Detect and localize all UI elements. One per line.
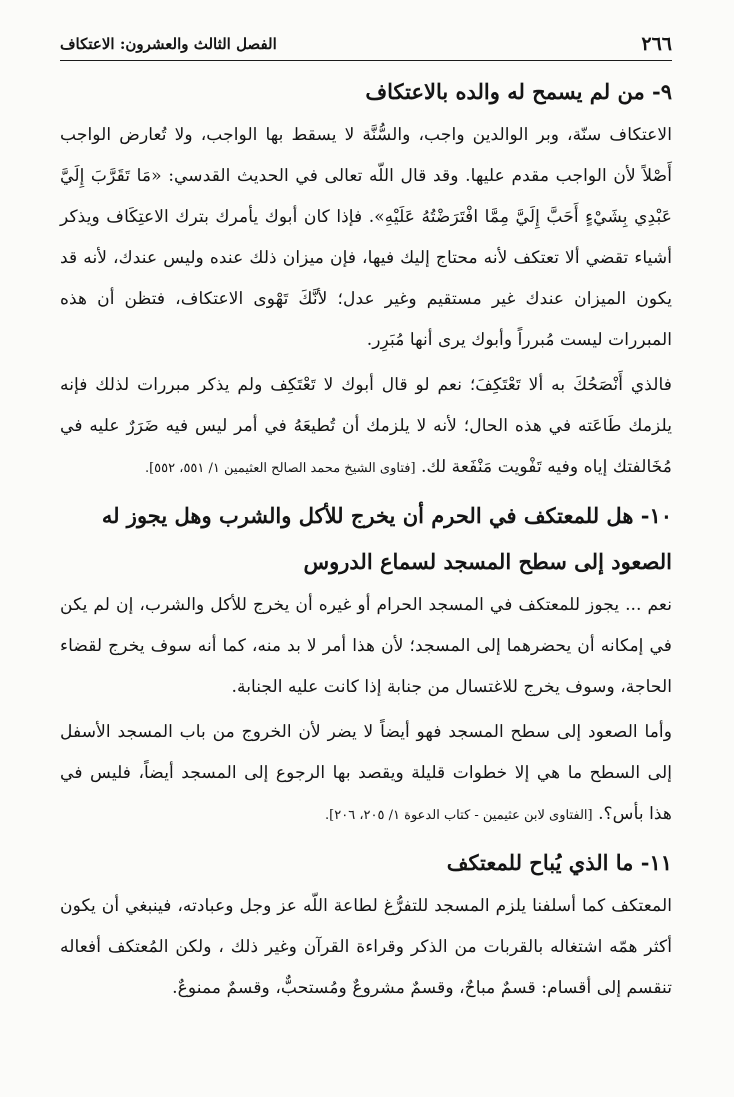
paragraph	[60, 365, 672, 489]
paragraph-text: فالذي أَنْصَحُكَ به ألا تَعْتَكِفَ؛ نعم لو قال أبوك لا تَعْتَكِف ولم يذكر مبررات لذلك فإنه يلزمك طَاعَته في هذه الحال؛ لأنه لا يلزمك أن تُطيعَهُ في أمر ليس فيه ضَرَرٌ عليه في مُخَالفتك إياه وفيه تَفْويت مَنْفَعة لك.	[60, 375, 672, 477]
section-title-9: ٩- من لم يسمح له والده بالاعتكاف	[365, 79, 672, 104]
paragraph	[60, 585, 672, 708]
chapter-title: الفصل الثالث والعشرون: الاعتكاف	[60, 35, 277, 53]
paragraph-text: نعم ... يجوز للمعتكف في المسجد الحرام أو غيره أن يخرج للأكل والشرب، إن لم يكن في إمكانه أن يحضرهما إلى المسجد؛ لأن هذا أمر لا بد منه، كما أنه سوف يخرج لقضاء الحاجة، وسوف يخرج للاغتسال من جنابة إذا كانت عليه الجنابة.	[60, 595, 672, 697]
citation-reference: [الفتاوى لابن عثيمين - كتاب الدعوة ١/ ٢٠٥، ٢٠٦].	[325, 808, 593, 823]
section-title-11: ١١- ما الذي يُباح للمعتكف	[446, 850, 672, 875]
page-number: ٢٦٦	[641, 33, 672, 55]
paragraph	[60, 115, 672, 361]
paragraph	[60, 886, 672, 1009]
page-header	[60, 28, 672, 61]
paragraph-text: الاعتكاف سنّة، وبر الوالدين واجب، والسُّنَّة لا يسقط بها الواجب، ولا تُعارض الواجب أَصْلاً لأن الواجب مقدم عليها. وقد قال اللّه تعالى في الحديث القدسي: «مَا تَقَرَّبَ إِلَيَّ عَبْدِي بِشَيْءٍ أَحَبَّ إِلَيَّ مِمَّا افْتَرَضْتُهُ عَلَيْهِ». فإذا كان أبوك يأمرك بترك الاعتِكَاف ويذكر أشياء تقضي ألا تعتكف لأنه محتاج إليك فيها، فإن ميزان ذلك عنده وليس عندك، لأنه قد يكون الميزان عندك غير مستقيم وغير عدل؛ لأنَّكَ تَهْوى الاعتكاف، فتظن أن هذه المبررات ليست مُبرراً وأبوك يرى أنها مُبَرِر.	[60, 125, 672, 350]
paragraph-text: المعتكف كما أسلفنا يلزم المسجد للتفرُّغ لطاعة اللّه عز وجل وعبادته، فينبغي أن يكون أكثر همّه اشتغاله بالقربات من الذكر وقراءة القرآن وغير ذلك ، ولكن المُعتكف أفعاله تنقسم إلى أقسام: قسمٌ مباحٌ، وقسمٌ مشروعٌ ومُستحبٌّ، وقسمٌ ممنوعٌ.	[60, 896, 672, 998]
section-title-10: ١٠- هل للمعتكف في الحرم أن يخرج للأكل والشرب وهل يجوز له الصعود إلى سطح المسجد لسماع الدروس	[101, 503, 672, 574]
paragraph	[60, 712, 672, 836]
citation-reference: [فتاوى الشيخ محمد الصالح العثيمين ١/ ٥٥١، ٥٥٢].	[144, 461, 416, 476]
paragraph-text: وأما الصعود إلى سطح المسجد فهو أيضاً لا يضر لأن الخروج من باب المسجد الأسفل إلى السطح ما هي إلا خطوات قليلة ويقصد بها الرجوع إلى المسجد أيضاً، فليس في هذا بأس؟.	[60, 722, 672, 824]
